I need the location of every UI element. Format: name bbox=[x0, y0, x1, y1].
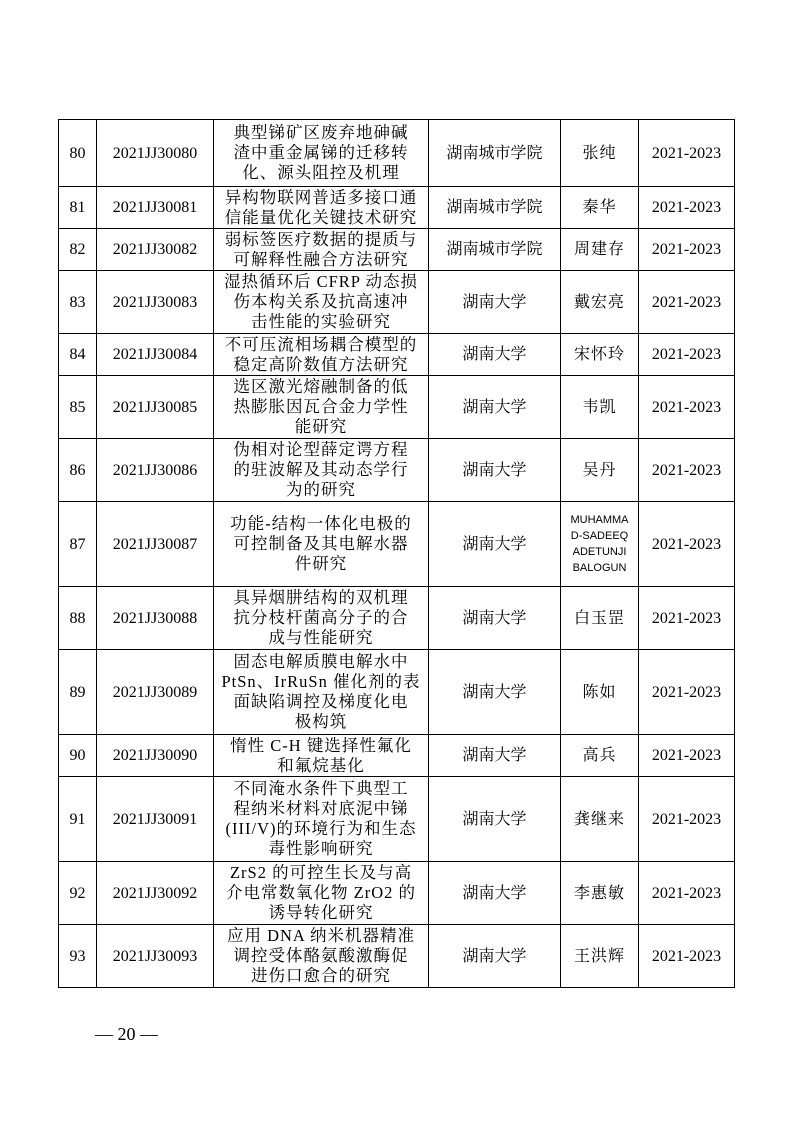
institution: 湖南大学 bbox=[429, 735, 561, 777]
principal-investigator bbox=[561, 862, 639, 925]
principal-investigator bbox=[561, 120, 639, 187]
row-number: 89 bbox=[59, 650, 97, 735]
title-line: 不可压流相场耦合模型的 bbox=[224, 334, 418, 354]
principal-investigator bbox=[561, 925, 639, 988]
project-period: 2021-2023 bbox=[639, 229, 735, 271]
investigator-name-line: 白玉罡 bbox=[573, 609, 625, 627]
row-number: 87 bbox=[59, 502, 97, 587]
investigator-name-line: ADETUNJI bbox=[572, 546, 627, 558]
investigator-name-line: 李惠敏 bbox=[573, 884, 625, 902]
title-line: 伤本构关系及抗高速冲 bbox=[233, 292, 409, 311]
investigator-name-line: 戴宏亮 bbox=[573, 293, 625, 311]
project-title bbox=[214, 120, 429, 187]
investigator-name-line: 张纯 bbox=[582, 144, 617, 162]
project-code: 2021JJ30081 bbox=[97, 187, 214, 229]
project-code: 2021JJ30085 bbox=[97, 376, 214, 439]
title-line: 成与性能研究 bbox=[268, 628, 374, 647]
principal-investigator bbox=[561, 376, 639, 439]
investigator-name-line: BALOGUN bbox=[572, 562, 627, 574]
investigator-name-line: 吴丹 bbox=[582, 461, 617, 479]
title-line: 调控受体酪氨酸激酶促 bbox=[233, 946, 409, 965]
title-line: 程纳米材料对底泥中锑 bbox=[233, 799, 409, 818]
project-code: 2021JJ30083 bbox=[97, 271, 214, 334]
institution: 湖南大学 bbox=[429, 650, 561, 735]
project-code: 2021JJ30080 bbox=[97, 120, 214, 187]
principal-investigator bbox=[561, 334, 639, 376]
title-line: 选区激光熔融制备的低 bbox=[233, 377, 409, 396]
title-line: 渣中重金属锑的迁移转 bbox=[233, 143, 409, 162]
investigator-name-line: 宋怀玲 bbox=[573, 346, 625, 363]
project-period: 2021-2023 bbox=[639, 587, 735, 650]
investigator-name-line: 高兵 bbox=[582, 747, 617, 764]
project-title bbox=[214, 334, 429, 376]
institution: 湖南大学 bbox=[429, 925, 561, 988]
table-row bbox=[59, 502, 735, 587]
institution: 湖南城市学院 bbox=[429, 187, 561, 229]
table-row bbox=[59, 187, 735, 229]
investigator-name-line: 陈如 bbox=[582, 683, 617, 701]
row-number: 80 bbox=[59, 120, 97, 187]
table-row bbox=[59, 334, 735, 376]
table-row bbox=[59, 650, 735, 735]
institution: 湖南大学 bbox=[429, 376, 561, 439]
title-line: 诱导转化研究 bbox=[268, 903, 374, 922]
title-line: 固态电解质膜电解水中 bbox=[233, 652, 409, 671]
title-line: (III/V)的环境行为和生态 bbox=[225, 819, 417, 838]
project-code: 2021JJ30093 bbox=[97, 925, 214, 988]
project-period: 2021-2023 bbox=[639, 187, 735, 229]
table-row bbox=[59, 229, 735, 271]
row-number: 86 bbox=[59, 439, 97, 502]
investigator-name-line: 王洪辉 bbox=[573, 947, 625, 965]
project-code: 2021JJ30091 bbox=[97, 777, 214, 862]
investigator-name-line: D-SADEEQ bbox=[570, 530, 629, 542]
title-line: 抗分枝杆菌高分子的合 bbox=[233, 608, 409, 627]
project-code: 2021JJ30082 bbox=[97, 229, 214, 271]
project-title bbox=[214, 376, 429, 439]
project-table bbox=[58, 119, 735, 988]
institution: 湖南大学 bbox=[429, 777, 561, 862]
principal-investigator bbox=[561, 439, 639, 502]
project-title bbox=[214, 587, 429, 650]
row-number: 85 bbox=[59, 376, 97, 439]
title-line: 能研究 bbox=[294, 417, 348, 436]
table-row bbox=[59, 862, 735, 925]
title-line: 热膨胀因瓦合金力学性 bbox=[233, 397, 409, 416]
title-line: ZrS2 的可控生长及与高 bbox=[229, 863, 413, 882]
project-code: 2021JJ30084 bbox=[97, 334, 214, 376]
row-number: 84 bbox=[59, 334, 97, 376]
project-period: 2021-2023 bbox=[639, 925, 735, 988]
project-period: 2021-2023 bbox=[639, 777, 735, 862]
institution: 湖南大学 bbox=[429, 271, 561, 334]
title-line: 具异烟肼结构的双机理 bbox=[233, 588, 409, 607]
table-row bbox=[59, 439, 735, 502]
project-title bbox=[214, 777, 429, 862]
project-code: 2021JJ30088 bbox=[97, 587, 214, 650]
row-number: 83 bbox=[59, 271, 97, 334]
project-period: 2021-2023 bbox=[639, 735, 735, 777]
title-line: 击性能的实验研究 bbox=[251, 312, 391, 331]
project-title bbox=[214, 650, 429, 735]
row-number: 92 bbox=[59, 862, 97, 925]
title-line: 毒性影响研究 bbox=[268, 839, 374, 858]
institution: 湖南大学 bbox=[429, 439, 561, 502]
principal-investigator bbox=[561, 777, 639, 862]
project-title bbox=[214, 925, 429, 988]
title-line: 极构筑 bbox=[294, 712, 348, 731]
project-title bbox=[214, 735, 429, 777]
title-line: 和氟烷基化 bbox=[277, 755, 365, 775]
title-line: 不同淹水条件下典型工 bbox=[233, 779, 409, 798]
project-period: 2021-2023 bbox=[639, 376, 735, 439]
title-line: 功能-结构一体化电极的 bbox=[230, 514, 412, 533]
title-line: 伪相对论型薛定谔方程 bbox=[233, 440, 409, 459]
project-period: 2021-2023 bbox=[639, 271, 735, 334]
project-code: 2021JJ30087 bbox=[97, 502, 214, 587]
title-line: 异构物联网普适多接口通 bbox=[224, 187, 418, 207]
row-number: 81 bbox=[59, 187, 97, 229]
title-line: 为的研究 bbox=[286, 480, 356, 499]
investigator-name-line: 秦华 bbox=[582, 199, 617, 216]
title-line: 应用 DNA 纳米机器精准 bbox=[226, 926, 416, 945]
title-line: 弱标签医疗数据的提质与 bbox=[224, 229, 418, 249]
title-line: 化、源头阻控及机理 bbox=[242, 163, 400, 182]
title-line: 的驻波解及其动态学行 bbox=[233, 460, 409, 479]
title-line: 惰性 C-H 键选择性氟化 bbox=[230, 735, 412, 755]
investigator-name-line: 龚继来 bbox=[573, 810, 625, 828]
title-line: 进伤口愈合的研究 bbox=[251, 966, 391, 985]
institution: 湖南大学 bbox=[429, 587, 561, 650]
principal-investigator bbox=[561, 650, 639, 735]
table-row bbox=[59, 120, 735, 187]
project-title bbox=[214, 271, 429, 334]
institution: 湖南城市学院 bbox=[429, 229, 561, 271]
table-row bbox=[59, 271, 735, 334]
investigator-name-line: MUHAMMA bbox=[570, 514, 629, 526]
title-line: 面缺陷调控及梯度化电 bbox=[233, 692, 409, 711]
title-line: 典型锑矿区废弃地砷碱 bbox=[233, 123, 409, 142]
title-line: 件研究 bbox=[294, 554, 348, 573]
row-number: 90 bbox=[59, 735, 97, 777]
principal-investigator bbox=[561, 229, 639, 271]
investigator-name-line: 韦凯 bbox=[582, 398, 617, 416]
row-number: 91 bbox=[59, 777, 97, 862]
project-period: 2021-2023 bbox=[639, 650, 735, 735]
table-row bbox=[59, 587, 735, 650]
project-period: 2021-2023 bbox=[639, 862, 735, 925]
row-number: 88 bbox=[59, 587, 97, 650]
investigator-name-line: 周建存 bbox=[573, 241, 625, 258]
institution: 湖南大学 bbox=[429, 334, 561, 376]
title-line: 湿热循环后 CFRP 动态损 bbox=[223, 272, 418, 291]
project-period: 2021-2023 bbox=[639, 439, 735, 502]
table-row bbox=[59, 376, 735, 439]
principal-investigator bbox=[561, 735, 639, 777]
project-period: 2021-2023 bbox=[639, 334, 735, 376]
project-period: 2021-2023 bbox=[639, 120, 735, 187]
table-row bbox=[59, 777, 735, 862]
project-code: 2021JJ30092 bbox=[97, 862, 214, 925]
row-number: 93 bbox=[59, 925, 97, 988]
project-title bbox=[214, 439, 429, 502]
table-row bbox=[59, 925, 735, 988]
project-code: 2021JJ30090 bbox=[97, 735, 214, 777]
project-title bbox=[214, 502, 429, 587]
project-code: 2021JJ30089 bbox=[97, 650, 214, 735]
title-line: 可控制备及其电解水器 bbox=[233, 534, 409, 553]
project-period: 2021-2023 bbox=[639, 502, 735, 587]
project-title bbox=[214, 862, 429, 925]
title-line: PtSn、IrRuSn 催化剂的表 bbox=[221, 672, 421, 691]
row-number: 82 bbox=[59, 229, 97, 271]
title-line: 可解释性融合方法研究 bbox=[233, 249, 409, 269]
institution: 湖南大学 bbox=[429, 862, 561, 925]
table-row bbox=[59, 735, 735, 777]
principal-investigator bbox=[561, 587, 639, 650]
project-code: 2021JJ30086 bbox=[97, 439, 214, 502]
project-title bbox=[214, 187, 429, 229]
principal-investigator bbox=[561, 502, 639, 587]
page-number: — 20 — bbox=[95, 1024, 158, 1044]
principal-investigator bbox=[561, 187, 639, 229]
institution: 湖南大学 bbox=[429, 502, 561, 587]
institution: 湖南城市学院 bbox=[429, 120, 561, 187]
title-line: 稳定高阶数值方法研究 bbox=[233, 354, 409, 374]
title-line: 介电常数氧化物 ZrO2 的 bbox=[226, 883, 416, 902]
principal-investigator bbox=[561, 271, 639, 334]
project-title bbox=[214, 229, 429, 271]
title-line: 信能量优化关键技术研究 bbox=[224, 207, 418, 227]
